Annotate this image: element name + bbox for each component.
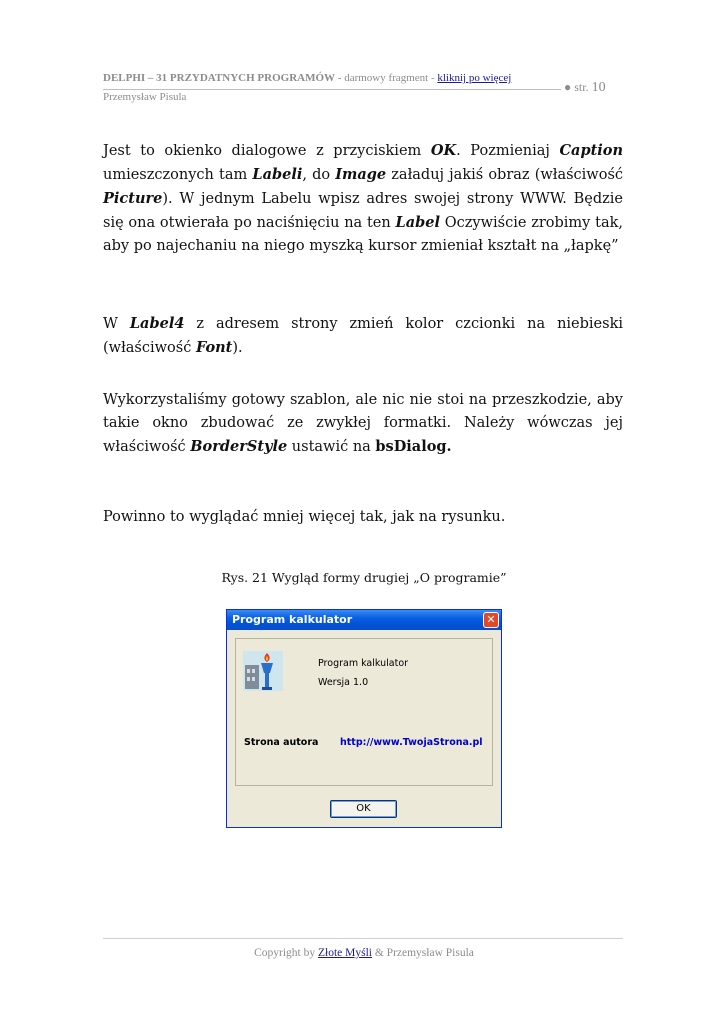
emphasis-term: Image (335, 166, 387, 183)
emphasis-term: Caption (559, 142, 624, 159)
text-run: Wykorzystaliśmy gotowy szablon, ale nic nie stoi na przeszkodzie, aby takie okno zbudować ze zwykłej formatki. Należy wówczas jej właściwość (103, 392, 623, 455)
emphasis-term: Picture (103, 190, 163, 207)
dialog-panel (235, 638, 493, 786)
label-website-link[interactable]: http://www.TwojaStrona.pl (340, 737, 483, 748)
window-titlebar[interactable] (227, 610, 501, 630)
emphasis-term: Label (395, 214, 440, 231)
label-version: Wersja 1.0 (318, 677, 369, 688)
text-run: ). W jednym Labelu wpisz adres swojej strony WWW. Będzie się ona otwierała po naciśnięciu na ten (103, 191, 623, 231)
text-run: . Pozmieniaj (456, 143, 560, 159)
bold-term: bsDialog. (375, 438, 452, 455)
text-run: Oczywiście zrobimy tak, aby po najechaniu na niego myszką kursor zmieniał kształt na „łapkę” (103, 215, 623, 254)
ok-button[interactable]: OK (330, 800, 397, 818)
text-run: z adresem strony zmień kolor czcionki na niebieski (właściwość (103, 316, 623, 356)
footer-prefix: Copyright by (254, 947, 318, 959)
program-icon (243, 651, 283, 691)
text-run: Jest to okienko dialogowe z przyciskiem (103, 143, 431, 159)
close-icon[interactable]: ✕ (483, 612, 499, 628)
text-run: , do (302, 167, 336, 183)
paragraph-2 (103, 312, 623, 360)
page-footer (0, 947, 728, 959)
window-title: Program kalkulator (232, 613, 353, 626)
text-run: ustawić na (287, 439, 376, 455)
header-link[interactable]: kliknij po więcej (437, 72, 512, 84)
emphasis-term: OK (430, 142, 457, 159)
page-prefix: ● str. (564, 80, 592, 94)
emphasis-term: Font (195, 339, 233, 356)
label-program-name: Program kalkulator (318, 658, 409, 669)
text-run: załaduj jakiś obraz (właściwość (386, 167, 624, 183)
paragraph-1 (103, 139, 623, 258)
label-author-page: Strona autora (244, 737, 319, 748)
header-rule (103, 89, 561, 90)
footer-suffix: & Przemysław Pisula (371, 947, 474, 959)
emphasis-term: Labeli (252, 166, 303, 183)
header-line (103, 72, 623, 84)
header-separator: - (428, 72, 438, 84)
page-number-value: 10 (591, 80, 606, 95)
dialog-window (226, 609, 502, 828)
paragraph-4: Powinno to wyglądać mniej więcej tak, jak na rysunku. (103, 509, 506, 525)
emphasis-term: BorderStyle (190, 438, 288, 455)
header-subtitle: darmowy fragment (344, 72, 429, 84)
page-header (103, 72, 623, 103)
emphasis-term: Label4 (129, 315, 185, 332)
footer-link[interactable]: Złote Myśli (317, 947, 372, 959)
figure-caption: Rys. 21 Wygląd formy drugiej „O programie” (221, 570, 507, 585)
paragraph-3 (103, 389, 623, 459)
header-author: Przemysław Pisula (103, 91, 187, 103)
text-run: umieszczonych tam (103, 167, 253, 183)
page-number (564, 80, 606, 96)
header-title: DELPHI – 31 PRZYDATNYCH PROGRAMÓW (103, 72, 336, 84)
text-run: ). (232, 340, 243, 356)
text-run: W (103, 316, 130, 332)
header-separator: - (335, 72, 345, 84)
footer-rule (103, 938, 623, 939)
